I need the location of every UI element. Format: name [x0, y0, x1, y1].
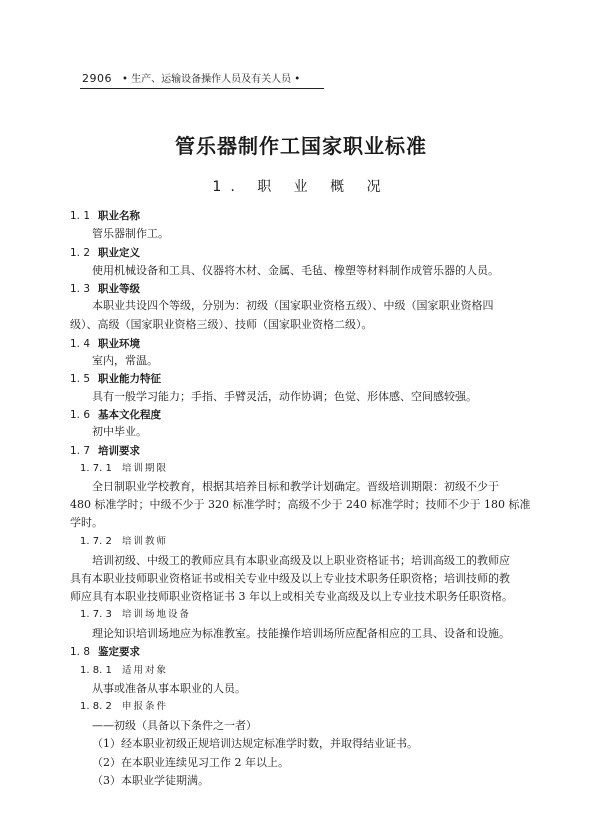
section-text-line: 具有本职业技师职业资格证书或相关专业中级及以上专业技术职务任职资格；培训技师的教	[70, 572, 510, 585]
subsection-title: 申报条件	[122, 701, 169, 712]
section-heading	[70, 336, 140, 352]
subsection-heading	[80, 534, 168, 550]
section-heading	[70, 644, 140, 660]
section-number: 1. 3	[70, 283, 91, 295]
section-title: 培训要求	[98, 445, 140, 457]
subsection-number: 1. 7. 3	[80, 609, 112, 620]
subsection-heading	[80, 663, 168, 679]
section-text: 管乐器制作工。	[92, 227, 169, 240]
subsection-title: 培训教师	[122, 536, 169, 547]
section-text-line: 学时。	[70, 516, 103, 529]
subsection-number: 1. 8. 1	[80, 665, 112, 676]
section-text-line: 480 标准学时；中级不少于 320 标准学时；高级不少于 240 标准学时；技师不少于 180 标准	[70, 498, 531, 511]
section-text-line: 师应具有本职业技师职业资格证书 3 年以上或相关专业高级及以上专业技术职务任职资格。	[70, 590, 513, 603]
subsection-heading	[80, 607, 191, 623]
section-number: 1. 4	[70, 338, 91, 350]
document-title: 管乐器制作工国家职业标准	[175, 134, 427, 158]
subsection-number: 1. 7. 2	[80, 536, 112, 547]
section-text: 具有一般学习能力；手指、手臂灵活，动作协调；色觉、形体感、空间感较强。	[92, 390, 477, 403]
section-number: 1. 6	[70, 409, 91, 421]
section-heading	[70, 281, 140, 297]
section-title: 鉴定要求	[98, 646, 140, 658]
section-number: 1. 2	[70, 247, 91, 259]
section-heading	[70, 443, 140, 459]
condition-line: ——初级（具备以下条件之一者）	[92, 719, 257, 732]
section-text-line: 全日制职业学校教育，根据其培养目标和教学计划确定。晋级培训期限：初级不少于	[92, 480, 499, 493]
header-rule	[80, 88, 324, 89]
section-title: 职业名称	[98, 210, 140, 222]
section-title: 职业等级	[98, 283, 140, 295]
section-text: 室内，常温。	[92, 354, 158, 367]
page-number: 2906	[82, 72, 112, 85]
section-number: 1. 1	[70, 210, 91, 222]
section-heading	[70, 407, 161, 423]
section-heading	[70, 245, 140, 261]
section-number: 1. 7	[70, 445, 91, 457]
subsection-number: 1. 8. 2	[80, 701, 112, 712]
section-number: 1. 8	[70, 646, 91, 658]
section-number: 1. 5	[70, 373, 91, 385]
section-text-line: 级）、高级（国家职业资格三级）、技师（国家职业资格二级）。	[70, 318, 373, 331]
section-text-line: 培训初级、中级工的教师应具有本职业高级及以上职业资格证书；培训高级工的教师应	[92, 554, 510, 567]
subsection-title: 培训场地设备	[122, 609, 192, 620]
subsection-heading	[80, 699, 168, 715]
section-heading	[70, 371, 161, 387]
subsection-number: 1. 7. 1	[80, 463, 112, 474]
section-text-line: 理论知识培训场地应为标准教室。技能操作培训场所应配备相应的工具、设备和设施。	[92, 627, 510, 640]
section-text-line: 从事或准备从事本职业的人员。	[92, 682, 246, 695]
subsection-title: 适用对象	[122, 665, 169, 676]
running-header	[82, 70, 322, 88]
section-title: 职业能力特征	[98, 373, 161, 385]
section-title: 基本文化程度	[98, 409, 161, 421]
subsection-title: 培训期限	[122, 463, 169, 474]
section-text-line: 本职业共设四个等级，分别为：初级（国家职业资格五级）、中级（国家职业资格四	[92, 299, 494, 312]
running-section-title: • 生产、运输设备操作人员及有关人员 •	[122, 74, 301, 85]
section-title: 职业环境	[98, 338, 140, 350]
section-heading	[70, 208, 140, 224]
section-text: 使用机械设备和工具、仪器将木材、金属、毛毡、橡塑等材料制作成管乐器的人员。	[92, 264, 499, 277]
condition-line: （2）在本职业连续见习工作 2 年以上。	[92, 756, 289, 769]
chapter-heading: 1. 职 业 概 况	[212, 179, 390, 195]
subsection-heading	[80, 461, 168, 477]
section-text: 初中毕业。	[92, 425, 147, 438]
condition-line: （3）本职业学徒期满。	[92, 774, 209, 787]
section-title: 职业定义	[98, 247, 140, 259]
condition-line: （1）经本职业初级正规培训达规定标准学时数，并取得结业证书。	[92, 737, 418, 750]
